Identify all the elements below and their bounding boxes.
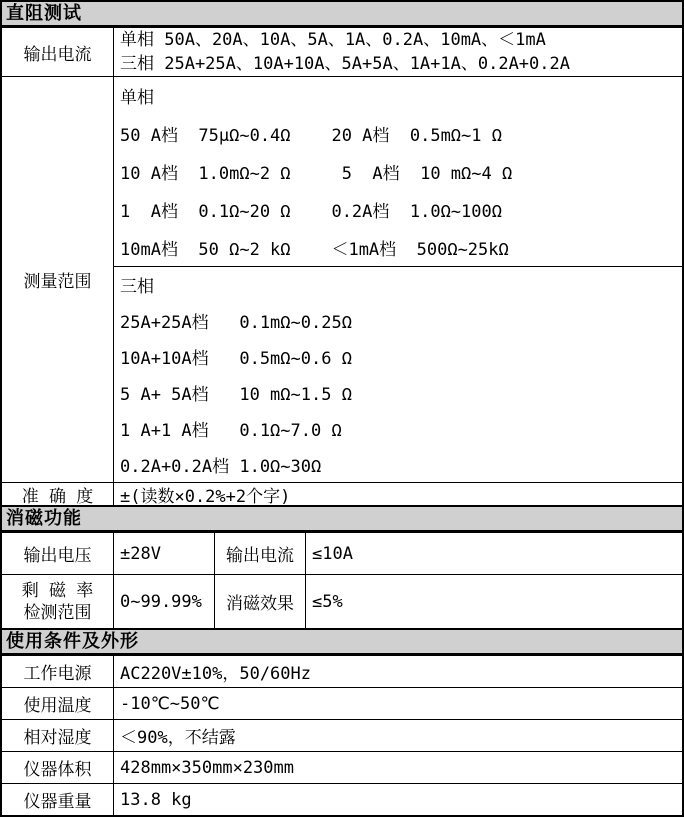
range-line: 25A+25A档 0.1mΩ~0.25Ω [120, 313, 352, 334]
demag-output-voltage-label: 输出电压 [2, 533, 114, 574]
remanence-rate-label-line1: 剩 磁 率 [21, 580, 94, 601]
range-line: 0.2A+0.2A档 1.0Ω~30Ω [120, 456, 322, 477]
range-line: 1 A档 0.1Ω~20 Ω 0.2A档 1.0Ω~100Ω [120, 201, 502, 222]
operating-temperature-label: 使用温度 [2, 688, 114, 719]
remanence-rate-value: 0~99.99% [114, 575, 215, 628]
row-relative-humidity [2, 720, 682, 752]
remanence-rate-label [2, 575, 114, 628]
demag-effect-label: 消磁效果 [215, 575, 306, 628]
instrument-dimensions-label: 仪器体积 [2, 752, 114, 783]
row-accuracy [2, 483, 682, 507]
measure-range-single-phase-block [114, 77, 682, 267]
demag-output-current-value: ≤10A [312, 543, 353, 564]
range-line: 单相 [120, 88, 154, 109]
accuracy-label: 准 确 度 [2, 483, 114, 505]
instrument-dimensions-value: 428mm×350mm×230mm [120, 757, 294, 778]
range-line: 三相 [120, 277, 154, 298]
output-current-values [114, 28, 682, 76]
range-line: 10A+10A档 0.5mΩ~0.6 Ω [120, 349, 352, 370]
power-supply-label: 工作电源 [2, 656, 114, 687]
output-current-single-phase: 单相 50A、20A、10A、5A、1A、0.2A、10mA、＜1mA [120, 30, 546, 50]
range-line: 5 A+ 5A档 10 mΩ~1.5 Ω [120, 384, 352, 405]
remanence-rate-label-line2: 检测范围 [23, 602, 92, 623]
operating-temperature-value: -10℃~50℃ [120, 693, 220, 714]
output-current-label: 输出电流 [2, 28, 114, 76]
measure-range-values [114, 77, 682, 482]
range-line: 1 A+1 A档 0.1Ω~7.0 Ω [120, 420, 342, 441]
range-line: 10mA档 50 Ω~2 kΩ ＜1mA档 500Ω~25kΩ [120, 239, 509, 260]
accuracy-value: ±(读数×0.2%+2个字) [120, 486, 291, 507]
instrument-weight-value: 13.8 kg [120, 789, 192, 810]
section-header-dc-resistance-test: 直阻测试 [2, 2, 682, 28]
output-current-three-phase: 三相 25A+25A、10A+10A、5A+5A、1A+1A、0.2A+0.2A [120, 54, 570, 74]
range-line: 50 A档 75μΩ~0.4Ω 20 A档 0.5mΩ~1 Ω [120, 126, 502, 147]
instrument-weight-label: 仪器重量 [2, 784, 114, 815]
power-supply-value: AC220V±10%，50/60Hz [120, 664, 311, 684]
section-header-demagnetization: 消磁功能 [2, 507, 682, 533]
demag-effect-value: ≤5% [312, 591, 343, 612]
relative-humidity-label: 相对湿度 [2, 720, 114, 751]
row-demag-remanence-effect [2, 575, 682, 630]
row-output-current [2, 28, 682, 77]
row-instrument-weight [2, 784, 682, 815]
row-operating-temperature [2, 688, 682, 720]
measure-range-label: 测量范围 [2, 77, 114, 482]
range-line: 10 A档 1.0mΩ~2 Ω 5 A档 10 mΩ~4 Ω [120, 163, 513, 184]
section-header-usage-conditions: 使用条件及外形 [2, 630, 682, 656]
row-instrument-dimensions [2, 752, 682, 784]
row-demag-voltage-current [2, 533, 682, 575]
measure-range-three-phase-block [114, 267, 682, 482]
relative-humidity-value: ＜90%，不结露 [120, 728, 236, 748]
demag-output-current-label: 输出电流 [215, 533, 306, 574]
row-power-supply [2, 656, 682, 688]
demag-output-voltage-value: ±28V [114, 533, 215, 574]
row-measure-range [2, 77, 682, 483]
